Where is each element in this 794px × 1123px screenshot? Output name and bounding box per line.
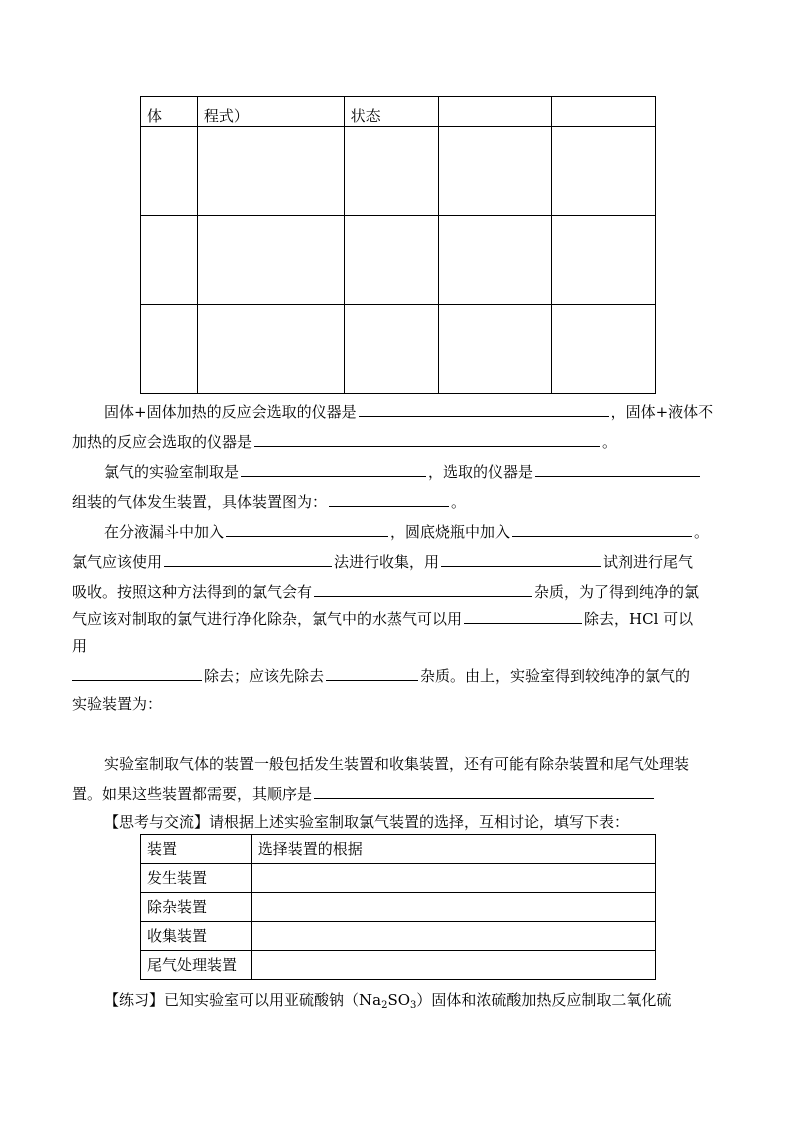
table-header-cell: 程式） [197, 97, 344, 127]
fill-blank[interactable] [164, 551, 332, 567]
text: 气应该对制取的氯气进行净化除杂，氯气中的水蒸气可以用 [72, 610, 463, 628]
fill-blank[interactable] [464, 608, 582, 624]
table-row [141, 216, 656, 305]
text-line [72, 664, 724, 688]
table-cell[interactable] [251, 951, 655, 980]
device-selection-table [140, 834, 656, 980]
table-row [141, 951, 656, 980]
text: 置。如果这些装置都需要，其顺序是 [72, 785, 313, 803]
table-header-cell: 状态 [344, 97, 439, 127]
table-cell[interactable] [552, 305, 656, 394]
text: 吸收。按照这种方法得到的氯气会有 [72, 583, 313, 601]
row-label: 发生装置 [141, 864, 252, 893]
fill-blank[interactable] [254, 431, 600, 447]
text: 法进行收集，用 [334, 553, 440, 571]
text-line [72, 580, 724, 604]
fill-blank[interactable] [314, 783, 654, 799]
text: 杂质。由上，实验室得到较纯净的氯气的 [420, 667, 691, 685]
table-header-cell: 体 [141, 97, 198, 127]
text-line [72, 634, 724, 658]
table-row [141, 305, 656, 394]
row-label: 尾气处理装置 [141, 951, 252, 980]
table-cell[interactable] [197, 305, 344, 394]
table-row [141, 893, 656, 922]
text-line [72, 692, 724, 716]
fill-blank[interactable] [359, 401, 609, 417]
table-cell[interactable] [251, 893, 655, 922]
text-line [72, 490, 724, 514]
text: 固体+固体加热的反应会选取的仪器是 [104, 403, 357, 421]
table-cell[interactable] [439, 127, 552, 216]
fill-blank[interactable] [226, 521, 388, 537]
table-cell[interactable] [439, 216, 552, 305]
text: ，固体+液体不 [610, 403, 714, 421]
subscript: 3 [410, 1000, 417, 1011]
fill-blank[interactable] [241, 461, 426, 477]
table-cell[interactable] [141, 305, 198, 394]
table-cell[interactable] [344, 216, 439, 305]
text: 组装的气体发生装置，具体装置图为： [72, 493, 328, 511]
text-line [104, 810, 756, 834]
fill-blank[interactable] [329, 491, 449, 507]
text: 加热的反应会选取的仪器是 [72, 433, 253, 451]
text: SO [387, 991, 411, 1009]
row-label: 除杂装置 [141, 893, 252, 922]
text: 在分液漏斗中加入 [104, 523, 225, 541]
text: ，选取的仪器是 [428, 463, 534, 481]
text-line [72, 607, 724, 631]
text: 【思考与交流】请根据上述实验室制取氯气装置的选择，互相讨论，填写下表： [104, 813, 630, 831]
fill-blank[interactable] [326, 665, 418, 681]
text: ，圆底烧瓶中加入 [390, 523, 511, 541]
text: 除去，HCl 可以 [584, 610, 694, 628]
text: 实验装置为： [72, 695, 163, 713]
table-cell[interactable] [141, 127, 198, 216]
table-cell[interactable] [251, 864, 655, 893]
text: 实验室制取气体的装置一般包括发生装置和收集装置，还有可能有除杂装置和尾气处理装 [104, 755, 690, 773]
table-cell[interactable] [552, 216, 656, 305]
table-cell[interactable] [197, 216, 344, 305]
text: 用 [72, 637, 88, 655]
text-line [104, 520, 756, 544]
text: 。 [694, 523, 710, 541]
text: 。 [602, 433, 618, 451]
text: 【练习】已知实验室可以用亚硫酸钠（Na [104, 991, 382, 1009]
text: 。 [451, 493, 467, 511]
table-header-cell: 装置 [141, 835, 252, 864]
text: 氯气应该使用 [72, 553, 163, 571]
text-line [104, 400, 756, 424]
fill-blank[interactable] [535, 461, 700, 477]
row-label: 收集装置 [141, 922, 252, 951]
table-cell[interactable] [141, 216, 198, 305]
fill-blank[interactable] [441, 551, 601, 567]
text: 除去；应该先除去 [204, 667, 325, 685]
text-line [72, 430, 724, 454]
text: ）固体和浓硫酸加热反应制取二氧化硫 [416, 991, 672, 1009]
table-cell[interactable] [344, 305, 439, 394]
table-cell[interactable] [344, 127, 439, 216]
table-row [141, 864, 656, 893]
table-row [141, 127, 656, 216]
text-line [104, 460, 756, 484]
table-header-cell: 选择装置的根据 [251, 835, 655, 864]
text-line [104, 988, 756, 1012]
table-cell[interactable] [552, 127, 656, 216]
text-line [104, 752, 756, 776]
text-line [72, 550, 724, 574]
table-cell[interactable] [251, 922, 655, 951]
text: 杂质，为了得到纯净的氯 [534, 583, 700, 601]
table-cell[interactable] [197, 127, 344, 216]
table-row [141, 922, 656, 951]
fill-blank[interactable] [314, 581, 532, 597]
text-line [72, 782, 724, 806]
text: 试剂进行尾气 [603, 553, 694, 571]
table-header-cell [552, 97, 656, 127]
subscript: 2 [381, 1000, 388, 1011]
gas-preparation-table [140, 96, 656, 394]
table-header-cell [439, 97, 552, 127]
text: 氯气的实验室制取是 [104, 463, 240, 481]
fill-blank[interactable] [72, 665, 202, 681]
fill-blank[interactable] [512, 521, 692, 537]
table-cell[interactable] [439, 305, 552, 394]
